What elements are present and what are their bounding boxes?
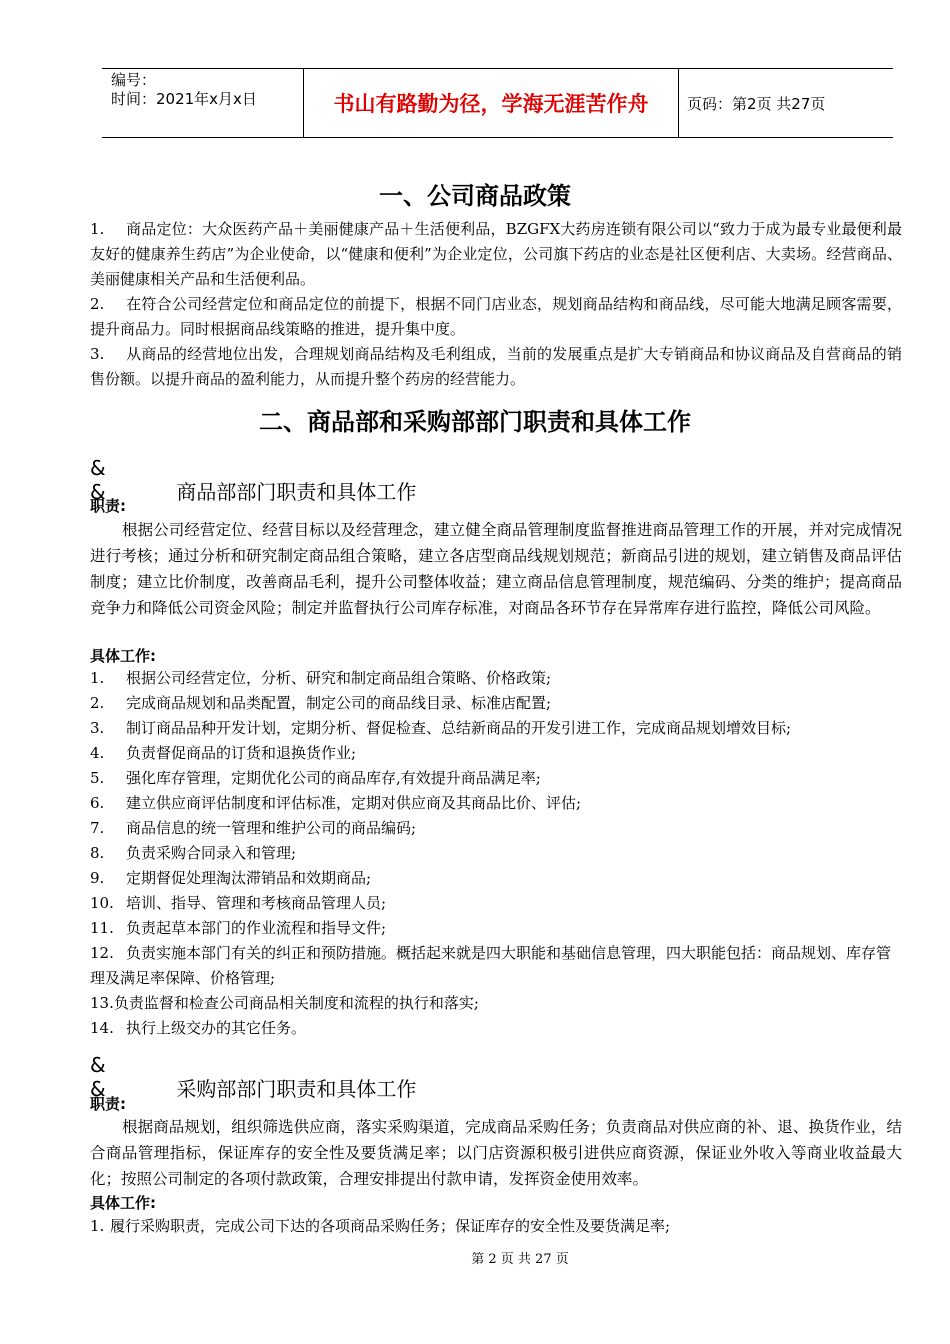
list-item: 1. 根据公司经营定位，分析、研究和制定商品组合策略、价格政策; [90, 669, 552, 687]
header-table [102, 68, 893, 138]
section1-item: 2. 在符合公司经营定位和商品定位的前提下，根据不同门店业态，规划商品结构和商品线，尽可能大地满足顾客需要，提升商品力。同时根据商品线策略的推进，提升集中度。 [90, 295, 902, 338]
sub1-work-label: 具体工作: [90, 647, 156, 665]
sub1-title: 商品部部门职责和具体工作 [176, 480, 417, 504]
header-page-label: 页码：第2页 共27页 [687, 94, 826, 113]
list-item: 9. 定期督促处理淘汰滞销品和效期商品; [90, 869, 372, 887]
list-item: 11. 负责起草本部门的作业流程和指导文件; [90, 919, 387, 937]
list-item: 14. 执行上级交办的其它任务。 [90, 1019, 307, 1037]
sub1-work-list [90, 666, 902, 1041]
list-item: 2. 完成商品规划和品类配置，制定公司的商品线目录、标准店配置; [90, 694, 552, 712]
list-item: 5. 强化库存管理，定期优化公司的商品库存,有效提升商品满足率; [90, 769, 541, 787]
sub1-duty-text: 根据公司经营定位、经营目标以及经营理念，建立健全商品管理制度监督推进商品管理工作的开展，并对完成情况进行考核；通过分析和研究制定商品组合策略，建立各店型商品线规划规范；新商品引进的规划，建立销售及商品评估制度；建立比价制度，改善商品毛利，提升公司整体收益；建立商品信息管理制度，规范编码、分类的维护；提高商品竞争力和降低公司资金风险；制定并监督执行公司库存标准，对商品各环节存在异常库存进行监控，降低公司风险。 [90, 521, 902, 617]
sub2-duty-text: 根据商品规划，组织筛选供应商，落实采购渠道，完成商品采购任务；负责商品对供应商的补、退、换货作业，结合商品管理指标，保证库存的安全性及要货满足率；以门店资源积极引进供应商资源，保证业外收入等商业收益最大化；按照公司制定的各项付款政策，合理安排提出付款申请，发挥资金使用效率。 [90, 1118, 902, 1188]
list-item: 10. 培训、指导、管理和考核商品管理人员; [90, 894, 387, 912]
sub2-title: 采购部部门职责和具体工作 [176, 1077, 417, 1101]
header-motto: 书山有路勤为径，学海无涯苦作舟 [304, 69, 679, 137]
sub1-heading [90, 456, 416, 505]
section1-list [90, 217, 902, 392]
list-item: 3. 制订商品品种开发计划，定期分析、督促检查、总结新商品的开发引进工作，完成商品规划增效目标; [90, 719, 792, 737]
list-item: 8. 负责采购合同录入和管理; [90, 844, 297, 862]
section1-item: 3. 从商品的经营地位出发，合理规划商品结构及毛利组成，当前的发展重点是扩大专销商品和协议商品及自营商品的销售份额。以提升商品的盈利能力，从而提升整个药房的经营能力。 [90, 345, 902, 388]
sub2-heading [90, 1053, 416, 1102]
number-label: 编号： [111, 71, 157, 89]
section1-item: 1. 商品定位：大众医药产品＋美丽健康产品＋生活便利品，BZGFX大药房连锁有限公司以“致力于成为最专业最便利最友好的健康养生药店”为企业使命，以“健康和便利”为企业定位，公司旗下药店的业态是社区便利店、大卖场。经营商品、美丽健康相关产品和生活便利品。 [90, 220, 902, 288]
list-item: 6. 建立供应商评估制度和评估标准，定期对供应商及其商品比价、评估; [90, 794, 582, 812]
section2-title: 二、商品部和采购部部门职责和具体工作 [259, 408, 691, 436]
page-footer: 第 2 页 共 27 页 [471, 1252, 569, 1267]
sub1-duty-label: 职责: [90, 497, 126, 515]
sub1-bullet: & & [90, 456, 106, 504]
list-item: 7. 商品信息的统一管理和维护公司的商品编码; [90, 819, 417, 837]
sub2-duty-label: 职责: [90, 1095, 126, 1113]
header-left-cell [102, 69, 304, 137]
list-item: 13.负责监督和检查公司商品相关制度和流程的执行和落实; [90, 994, 479, 1012]
list-item: 4. 负责督促商品的订货和退换货作业; [90, 744, 357, 762]
sub2-work-list [90, 1214, 902, 1239]
list-item: 1. 履行采购职责，完成公司下达的各项商品采购任务；保证库存的安全性及要货满足率; [90, 1217, 671, 1235]
list-item: 12. 负责实施本部门有关的纠正和预防措施。概括起来就是四大职能和基础信息管理，四大职能包括：商品规划、库存管理及满足率保障、价格管理; [90, 944, 892, 987]
sub2-work-label: 具体工作: [90, 1194, 156, 1212]
section1-title: 一、公司商品政策 [379, 182, 571, 210]
sub2-bullet: & & [90, 1053, 106, 1101]
time-label: 时间：2021年x月x日 [111, 90, 257, 108]
